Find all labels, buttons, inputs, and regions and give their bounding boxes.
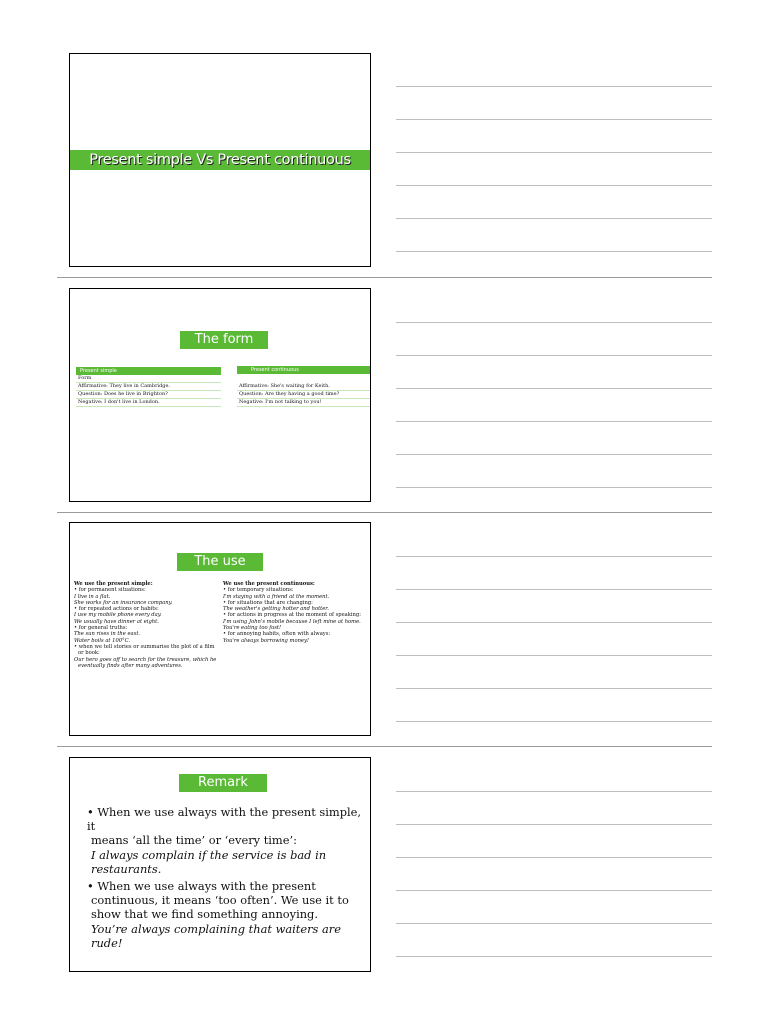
note-line bbox=[396, 322, 712, 323]
list-item: or book: bbox=[78, 650, 100, 657]
list-item: • for general truths: bbox=[74, 625, 128, 632]
present-continuous-uses bbox=[223, 581, 361, 644]
note-line bbox=[396, 923, 712, 924]
table-header: Present simple bbox=[76, 367, 221, 375]
bullet-icon: • bbox=[87, 879, 94, 893]
list-item: I live in a flat. bbox=[74, 593, 111, 600]
note-line bbox=[396, 589, 712, 590]
note-line bbox=[396, 388, 712, 389]
table-header: Present continuous bbox=[237, 366, 371, 374]
remark-line: show that we find something annoying. bbox=[91, 907, 318, 922]
table-row: Question: Are they having a good time? bbox=[237, 391, 371, 399]
list-item: • for situations that are changing: bbox=[223, 599, 313, 606]
note-line bbox=[396, 791, 712, 792]
note-line bbox=[396, 487, 712, 488]
note-line bbox=[396, 655, 712, 656]
list-item: eventually finds after many adventures. bbox=[78, 662, 183, 669]
list-item: Our hero goes off to search for the treasure, which he bbox=[74, 656, 217, 663]
slide-2 bbox=[69, 288, 371, 502]
list-item: • for repeated actions or habits: bbox=[74, 606, 159, 613]
remark-example: restaurants. bbox=[91, 861, 162, 876]
list-item: We use the present continuous: bbox=[223, 581, 315, 587]
note-line bbox=[396, 86, 712, 87]
page-divider bbox=[57, 746, 712, 747]
list-item: The weather's getting hotter and hotter. bbox=[223, 606, 329, 613]
list-item: I'm using John's mobile because I left mine at home. bbox=[223, 618, 361, 625]
remark-line: When we use always with the present bbox=[97, 879, 316, 893]
note-line bbox=[396, 355, 712, 356]
present-simple-table bbox=[76, 367, 221, 407]
table-row: Negative: I'm not talking to you! bbox=[237, 399, 371, 407]
remark-paragraph-2 bbox=[87, 879, 369, 950]
list-item: • for temporary situations: bbox=[223, 587, 294, 594]
note-line bbox=[396, 857, 712, 858]
slide-title: Present simple Vs Present continuous bbox=[70, 150, 370, 170]
note-line bbox=[396, 556, 712, 557]
table-row: Affirmative: She's waiting for Keith. bbox=[237, 383, 371, 391]
note-line bbox=[396, 688, 712, 689]
slide-heading: Remark bbox=[179, 774, 267, 792]
list-item: We usually have dinner at eight. bbox=[74, 618, 159, 625]
list-item: • for actions in progress at the moment of speaking: bbox=[223, 612, 361, 619]
note-line bbox=[396, 956, 712, 957]
list-item: We use the present simple: bbox=[74, 581, 153, 587]
note-line bbox=[396, 218, 712, 219]
remark-line: continuous, it means ‘too often’. We use it to bbox=[91, 893, 349, 908]
list-item: I'm staying with a friend at the moment. bbox=[223, 593, 330, 600]
slide-heading: The form bbox=[180, 331, 268, 349]
note-line bbox=[396, 721, 712, 722]
list-item: You're always borrowing money! bbox=[223, 637, 309, 644]
slide-4 bbox=[69, 757, 371, 972]
table-row: Affirmative: They live in Cambridge. bbox=[76, 383, 221, 391]
bullet-icon: • bbox=[87, 805, 94, 819]
list-item: • when we tell stories or summarise the plot of a film bbox=[74, 643, 215, 650]
slide-1 bbox=[69, 53, 371, 267]
table-row: Form bbox=[76, 375, 221, 383]
note-line bbox=[396, 454, 712, 455]
list-item: • for annoying habits, often with always: bbox=[223, 631, 331, 638]
remark-line: means ‘all the time’ or ‘every time’: bbox=[91, 833, 297, 848]
note-line bbox=[396, 251, 712, 252]
table-row: Negative: I don't live in London. bbox=[76, 399, 221, 407]
slide-heading: The use bbox=[177, 553, 263, 571]
list-item: You're eating too fast! bbox=[223, 625, 282, 632]
remark-paragraph-1 bbox=[87, 805, 369, 876]
note-line bbox=[396, 421, 712, 422]
note-line bbox=[396, 119, 712, 120]
note-line bbox=[396, 890, 712, 891]
note-line bbox=[396, 824, 712, 825]
note-line bbox=[396, 152, 712, 153]
list-item: She works for an insurance company. bbox=[74, 599, 173, 606]
note-line bbox=[396, 185, 712, 186]
page-divider bbox=[57, 512, 712, 513]
list-item: • for permanent situations: bbox=[74, 587, 146, 594]
remark-line: When we use always with the present simple, it bbox=[87, 805, 362, 834]
table-row: Question: Does he live in Brighton? bbox=[76, 391, 221, 399]
page-divider bbox=[57, 277, 712, 278]
present-simple-uses bbox=[74, 581, 216, 669]
slide-3 bbox=[69, 522, 371, 736]
list-item: I use my mobile phone every day. bbox=[74, 612, 162, 619]
list-item: The sun rises in the east. bbox=[74, 631, 141, 638]
note-line bbox=[396, 622, 712, 623]
present-continuous-table bbox=[237, 366, 371, 407]
remark-example: You’re always complaining that waiters are rude! bbox=[91, 921, 341, 950]
list-item: Water boils at 100°C. bbox=[74, 637, 131, 644]
remark-example: I always complain if the service is bad in bbox=[91, 847, 327, 862]
